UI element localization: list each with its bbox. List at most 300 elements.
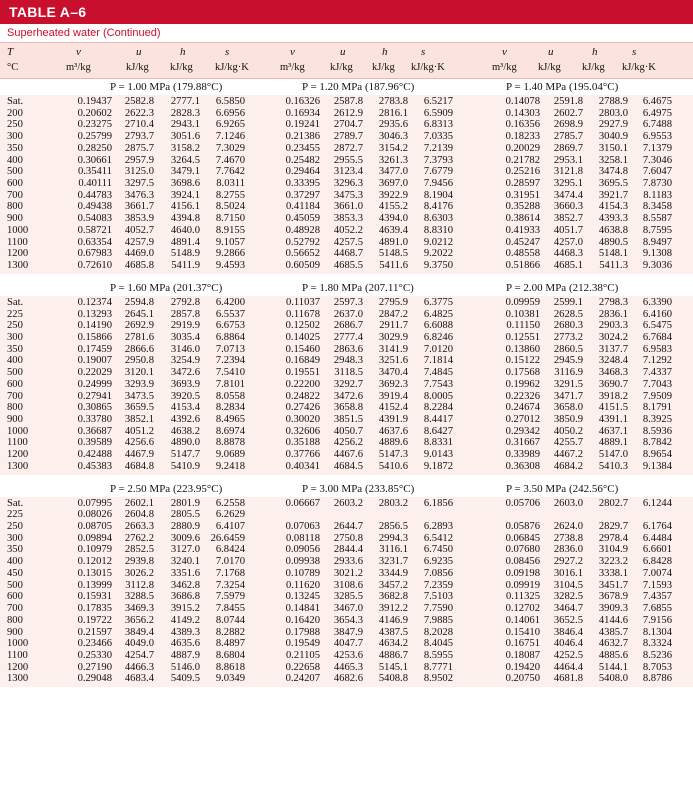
value-cell: 6.1764 — [642, 521, 672, 533]
header-symbol: u — [136, 46, 142, 58]
value-cell: 4637.6 — [378, 425, 408, 437]
value-cell: 3457.2 — [378, 579, 408, 591]
value-cell: 4467.9 — [124, 449, 154, 461]
value-cell: 3658.0 — [553, 402, 583, 414]
value-cell: 0.15931 — [77, 591, 112, 603]
pressure-block — [0, 282, 693, 477]
value-cell: 5147.0 — [598, 449, 628, 461]
value-cell: 2852.5 — [124, 544, 154, 556]
value-cell: 3909.3 — [598, 603, 628, 615]
value-cell: 3470.4 — [378, 367, 408, 379]
header-symbol: T — [7, 46, 14, 58]
table-row — [0, 96, 693, 108]
value-cell: 6.5850 — [215, 96, 245, 107]
value-cell: 5146.0 — [170, 661, 200, 673]
value-cell: 4149.2 — [170, 614, 200, 626]
value-cell: 2785.7 — [553, 131, 583, 143]
value-cell: 3474.8 — [598, 166, 628, 178]
pressure-heading: P = 1.60 MPa (201.37°C) — [110, 281, 223, 294]
value-cell: 0.51866 — [505, 260, 540, 272]
value-cell: 8.4176 — [423, 201, 453, 213]
value-cell: 9.0349 — [215, 673, 245, 685]
value-cell: 4050.7 — [333, 425, 363, 437]
value-cell: 5410.3 — [598, 460, 628, 472]
value-cell: 0.14190 — [77, 320, 112, 332]
value-cell: 3475.3 — [333, 189, 363, 201]
value-cell: 4253.6 — [333, 649, 363, 661]
value-cell: 0.24207 — [285, 673, 320, 685]
pressure-heading: P = 1.80 MPa (207.11°C) — [302, 281, 414, 294]
value-cell: 3297.5 — [124, 178, 154, 190]
value-cell: 5148.9 — [170, 248, 200, 260]
value-cell: 8.8618 — [215, 661, 245, 673]
value-cell: 3695.5 — [598, 178, 628, 190]
value-cell: 5408.8 — [378, 673, 408, 685]
table-row — [0, 225, 693, 237]
value-cell: 2816.1 — [378, 107, 408, 119]
value-cell: 0.40341 — [285, 460, 320, 472]
value-cell: 7.5103 — [423, 591, 453, 603]
temperature-cell: 225 — [7, 308, 23, 320]
value-cell: 7.1593 — [642, 579, 672, 591]
temperature-cell: 900 — [7, 213, 23, 225]
value-cell: 8.1791 — [642, 402, 672, 414]
value-cell: 2957.9 — [124, 154, 154, 166]
value-cell: 2880.9 — [170, 521, 200, 533]
value-cell: 6.5412 — [423, 532, 453, 544]
value-cell: 8.4965 — [215, 413, 245, 425]
value-cell: 4154.3 — [598, 201, 628, 213]
temperature-cell: 800 — [7, 201, 23, 213]
value-cell: 2978.4 — [598, 532, 628, 544]
value-cell: 0.72610 — [77, 260, 112, 272]
value-cell: 2869.7 — [553, 142, 583, 154]
value-cell: 4467.2 — [553, 449, 583, 461]
value-cell: 4146.9 — [378, 614, 408, 626]
value-cell: 0.23466 — [77, 638, 112, 650]
value-cell: 2788.9 — [598, 96, 628, 107]
value-cell: 0.22029 — [77, 367, 112, 379]
table-row — [0, 237, 693, 249]
table-row — [0, 178, 693, 190]
value-cell: 3261.3 — [378, 154, 408, 166]
value-cell: 0.15866 — [77, 331, 112, 343]
value-cell: 0.31951 — [505, 189, 540, 201]
table-row — [0, 615, 693, 627]
value-cell: 3150.1 — [598, 142, 628, 154]
value-cell: 0.27941 — [77, 390, 112, 402]
value-cell: 7.9456 — [423, 178, 453, 190]
value-cell: 0.45383 — [77, 460, 112, 472]
pressure-heading: P = 1.40 MPa (195.04°C) — [506, 81, 619, 93]
value-cell: 6.7450 — [423, 544, 453, 556]
value-cell: 2597.3 — [333, 296, 363, 308]
value-cell: 4685.5 — [333, 260, 363, 272]
value-cell: 3690.7 — [598, 378, 628, 390]
value-cell: 0.14841 — [285, 603, 320, 615]
temperature-cell: 900 — [7, 413, 23, 425]
value-cell: 2802.7 — [598, 497, 628, 509]
temperature-cell: 300 — [7, 331, 23, 343]
value-cell: 0.20029 — [505, 142, 540, 154]
value-cell: 9.2418 — [215, 460, 245, 472]
value-cell: 2783.8 — [378, 96, 408, 107]
value-cell: 4257.0 — [553, 236, 583, 248]
value-cell: 4466.3 — [124, 661, 154, 673]
value-cell: 9.1308 — [642, 248, 672, 260]
value-cell: 3035.4 — [170, 331, 200, 343]
temperature-cell: 500 — [7, 579, 23, 591]
value-cell: 3296.3 — [333, 178, 363, 190]
value-cell: 3016.1 — [553, 567, 583, 579]
table-row — [0, 638, 693, 650]
value-cell: 4684.2 — [553, 460, 583, 472]
header-unit: kJ/kg·K — [215, 62, 249, 73]
value-cell: 5411.3 — [599, 260, 628, 272]
value-cell: 7.1292 — [642, 355, 672, 367]
value-cell: 3240.1 — [170, 556, 200, 568]
value-cell: 6.2893 — [423, 521, 453, 533]
value-cell: 0.08456 — [505, 556, 540, 568]
value-cell: 2777.1 — [170, 96, 200, 107]
value-cell: 2857.8 — [170, 308, 200, 320]
header-symbol: h — [180, 46, 186, 58]
value-cell: 7.9885 — [423, 614, 453, 626]
value-cell: 4640.0 — [170, 224, 200, 236]
value-cell: 2762.2 — [124, 532, 154, 544]
value-cell: 2994.3 — [378, 532, 408, 544]
table-row — [0, 391, 693, 403]
value-cell: 0.28250 — [77, 142, 112, 154]
value-cell: 2795.9 — [378, 296, 408, 308]
value-cell: 0.18087 — [505, 649, 540, 661]
value-cell: 8.2284 — [423, 402, 453, 414]
value-cell: 0.19549 — [285, 638, 320, 650]
value-cell: 0.19962 — [505, 378, 540, 390]
value-cell: 7.1814 — [423, 355, 453, 367]
value-cell: 4051.2 — [124, 425, 154, 437]
value-cell: 0.23455 — [285, 142, 320, 154]
header-unit: kJ/kg — [170, 62, 193, 73]
value-cell: 4049.0 — [124, 638, 154, 650]
value-cell: 3251.6 — [378, 355, 408, 367]
value-cell: 4252.5 — [553, 649, 583, 661]
temperature-cell: 1300 — [7, 673, 29, 685]
value-cell: 2698.9 — [553, 119, 583, 131]
value-cell: 0.15122 — [505, 355, 540, 367]
value-cell: 6.4107 — [215, 521, 245, 533]
value-cell: 9.1872 — [423, 460, 453, 472]
value-cell: 2602.7 — [553, 107, 583, 119]
temperature-cell: Sat. — [7, 296, 24, 308]
value-cell: 0.45247 — [505, 236, 540, 248]
value-cell: 2599.1 — [553, 296, 583, 308]
value-cell: 0.52792 — [285, 236, 320, 248]
value-cell: 0.05876 — [505, 521, 540, 533]
value-cell: 3121.8 — [553, 166, 583, 178]
value-cell: 5411.6 — [379, 260, 408, 272]
value-cell: 6.9553 — [642, 131, 672, 143]
value-cell: 5411.9 — [171, 260, 200, 272]
value-cell: 2803.2 — [378, 497, 408, 509]
value-cell: 3697.0 — [378, 178, 408, 190]
value-cell: 0.16356 — [505, 119, 540, 131]
value-cell: 0.48928 — [285, 224, 320, 236]
value-cell: 8.7842 — [642, 437, 672, 449]
table-title: TABLE A–6 — [0, 0, 693, 24]
value-cell: 0.07063 — [285, 521, 320, 533]
value-cell: 4155.2 — [378, 201, 408, 213]
value-cell: 7.0335 — [423, 131, 453, 143]
value-cell: 2587.8 — [333, 96, 363, 107]
value-cell: 0.21782 — [505, 154, 540, 166]
value-cell: 0.29342 — [505, 425, 540, 437]
value-cell: 6.5537 — [215, 308, 245, 320]
value-cell: 6.8246 — [423, 331, 453, 343]
value-cell: 4052.2 — [333, 224, 363, 236]
table-row — [0, 297, 693, 309]
value-cell: 3338.1 — [598, 567, 628, 579]
value-cell: 2704.7 — [333, 119, 363, 131]
value-cell: 3698.6 — [170, 178, 200, 190]
value-cell: 4469.0 — [124, 248, 154, 260]
value-cell: 0.30865 — [77, 402, 112, 414]
value-cell: 4255.7 — [553, 437, 583, 449]
header-unit: m³/kg — [66, 62, 91, 73]
value-cell: 0.33989 — [505, 449, 540, 461]
value-cell: 6.3775 — [423, 296, 453, 308]
temperature-cell: Sat. — [7, 96, 24, 107]
value-cell: 8.2755 — [215, 189, 245, 201]
value-cell: 6.1244 — [642, 497, 672, 509]
value-cell: 4144.6 — [598, 614, 628, 626]
value-cell: 0.17459 — [77, 343, 112, 355]
value-cell: 0.10979 — [77, 544, 112, 556]
value-cell: 3693.9 — [170, 378, 200, 390]
value-cell: 2628.5 — [553, 308, 583, 320]
value-cell: 4046.4 — [553, 638, 583, 650]
value-cell: 2953.1 — [553, 154, 583, 166]
value-cell: 2789.7 — [333, 131, 363, 143]
value-cell: 4394.0 — [378, 213, 408, 225]
value-cell: 0.12702 — [505, 603, 540, 615]
value-cell: 7.3793 — [423, 154, 453, 166]
value-cell: 3451.7 — [598, 579, 628, 591]
value-cell: 8.3324 — [642, 638, 672, 650]
value-cell: 3853.9 — [124, 213, 154, 225]
value-cell: 0.16934 — [285, 107, 320, 119]
value-cell: 0.30661 — [77, 154, 112, 166]
table-row — [0, 591, 693, 603]
value-cell: 0.13293 — [77, 308, 112, 320]
table-row — [0, 662, 693, 674]
table-row — [0, 108, 693, 120]
value-cell: 3292.7 — [333, 378, 363, 390]
value-cell: 4639.4 — [378, 224, 408, 236]
pressure-block — [0, 81, 693, 276]
value-cell: 4152.4 — [378, 402, 408, 414]
value-cell: 0.36308 — [505, 460, 540, 472]
value-cell: 0.33395 — [285, 178, 320, 190]
value-cell: 4638.8 — [598, 224, 628, 236]
value-cell: 5145.1 — [378, 661, 408, 673]
value-cell: 3474.4 — [553, 189, 583, 201]
value-cell: 3248.4 — [598, 355, 628, 367]
value-cell: 4635.6 — [170, 638, 200, 650]
value-cell: 2950.8 — [124, 355, 154, 367]
value-cell: 7.6855 — [642, 603, 672, 615]
value-cell: 3026.2 — [124, 567, 154, 579]
value-cell: 2594.8 — [124, 296, 154, 308]
value-cell: 0.67983 — [77, 248, 112, 260]
value-cell: 6.3390 — [642, 296, 672, 308]
table-row — [0, 355, 693, 367]
value-cell: 8.1183 — [643, 189, 672, 201]
table-row — [0, 544, 693, 556]
value-cell: 0.21105 — [285, 649, 320, 661]
value-cell: 8.6303 — [423, 213, 453, 225]
value-cell: 0.17835 — [77, 603, 112, 615]
value-cell: 3154.2 — [378, 142, 408, 154]
value-cell: 8.1904 — [423, 189, 453, 201]
value-cell: 8.2028 — [423, 626, 453, 638]
value-cell: 7.7590 — [423, 603, 453, 615]
value-cell: 2847.2 — [378, 308, 408, 320]
value-cell: 3469.3 — [124, 603, 154, 615]
table-row — [0, 449, 693, 461]
value-cell: 4052.7 — [124, 224, 154, 236]
value-cell: 3223.2 — [598, 556, 628, 568]
value-cell: 4887.9 — [170, 649, 200, 661]
value-cell: 6.7488 — [642, 119, 672, 131]
value-cell: 3125.0 — [124, 166, 154, 178]
table-row — [0, 155, 693, 167]
value-cell: 3351.6 — [170, 567, 200, 579]
value-cell: 2943.1 — [170, 119, 200, 131]
value-cell: 8.9654 — [642, 449, 672, 461]
value-cell: 4153.4 — [170, 402, 200, 414]
value-cell: 0.13245 — [285, 591, 320, 603]
value-cell: 0.14025 — [285, 331, 320, 343]
value-cell: 0.05706 — [505, 497, 540, 509]
value-cell: 7.9509 — [642, 390, 672, 402]
value-cell: 3686.8 — [170, 591, 200, 603]
value-cell: 3692.3 — [378, 378, 408, 390]
value-cell: 3849.4 — [124, 626, 154, 638]
value-cell: 3921.7 — [598, 189, 628, 201]
value-cell: 3660.3 — [553, 201, 583, 213]
header-symbol: s — [421, 46, 426, 58]
temperature-cell: 400 — [7, 556, 23, 568]
value-cell: 3652.5 — [553, 614, 583, 626]
value-cell: 3659.5 — [124, 402, 154, 414]
value-cell: 0.16751 — [505, 638, 540, 650]
header-unit: m³/kg — [280, 62, 305, 73]
value-cell: 3464.7 — [553, 603, 583, 615]
value-cell: 4890.5 — [598, 236, 628, 248]
value-cell: 0.12374 — [77, 296, 112, 308]
value-cell: 9.2022 — [423, 248, 453, 260]
value-cell: 7.0170 — [215, 556, 245, 568]
value-cell: 0.27190 — [77, 661, 112, 673]
value-cell: 7.2394 — [215, 355, 245, 367]
value-cell: 4151.5 — [598, 402, 628, 414]
value-cell: 0.22658 — [285, 661, 320, 673]
value-cell: 3851.5 — [333, 413, 363, 425]
value-cell: 26.6459 — [210, 532, 245, 544]
table-row — [0, 213, 693, 225]
value-cell: 4385.7 — [598, 626, 628, 638]
value-cell: 3471.7 — [553, 390, 583, 402]
value-cell: 2836.1 — [598, 308, 628, 320]
value-cell: 2801.9 — [170, 497, 200, 509]
value-cell: 3293.9 — [124, 378, 154, 390]
table-row — [0, 143, 693, 155]
value-cell: 4889.1 — [598, 437, 628, 449]
value-cell: 0.24999 — [77, 378, 112, 390]
value-cell: 3658.8 — [333, 402, 363, 414]
value-cell: 0.21386 — [285, 131, 320, 143]
temperature-cell: 300 — [7, 532, 23, 544]
temperature-cell: 400 — [7, 355, 23, 367]
header-unit: kJ/kg — [330, 62, 353, 73]
value-cell: 0.48558 — [505, 248, 540, 260]
value-cell: 0.10789 — [285, 567, 320, 579]
value-cell: 2663.3 — [124, 521, 154, 533]
value-cell: 2803.0 — [598, 107, 628, 119]
value-cell: 7.5979 — [215, 591, 245, 603]
value-cell: 3282.5 — [553, 591, 583, 603]
value-cell: 3118.5 — [334, 367, 363, 379]
table-row — [0, 248, 693, 260]
value-cell: 7.6047 — [642, 166, 672, 178]
value-cell: 4256.2 — [333, 437, 363, 449]
value-cell: 0.54083 — [77, 213, 112, 225]
temperature-cell: 1200 — [7, 661, 29, 673]
value-cell: 8.2834 — [215, 402, 245, 414]
value-cell: 2738.8 — [553, 532, 583, 544]
value-cell: 0.11678 — [285, 308, 320, 320]
value-cell: 9.0143 — [423, 449, 453, 461]
value-cell: 3661.7 — [124, 201, 154, 213]
value-cell: 5410.9 — [170, 460, 200, 472]
temperature-cell: Sat. — [7, 497, 24, 509]
value-cell: 3476.3 — [124, 189, 154, 201]
temperature-cell: 1300 — [7, 460, 29, 472]
value-cell: 7.8730 — [642, 178, 672, 190]
temperature-cell: 700 — [7, 189, 23, 201]
value-cell: 9.3036 — [642, 260, 672, 272]
value-cell: 8.5024 — [215, 201, 245, 213]
value-cell: 9.3750 — [423, 260, 453, 272]
value-cell: 3146.0 — [170, 343, 200, 355]
temperature-cell: 225 — [7, 509, 23, 521]
value-cell: 0.25216 — [505, 166, 540, 178]
value-cell: 7.2359 — [423, 579, 453, 591]
value-cell: 2856.5 — [378, 521, 408, 533]
value-cell: 4682.6 — [333, 673, 363, 685]
value-cell: 6.8313 — [423, 119, 453, 131]
header-symbol: v — [76, 46, 81, 58]
value-cell: 6.5475 — [642, 320, 672, 332]
value-cell: 2860.5 — [553, 343, 583, 355]
value-cell: 8.4045 — [423, 638, 453, 650]
value-cell: 3915.2 — [170, 603, 200, 615]
value-cell: 4156.1 — [170, 201, 200, 213]
value-cell: 2622.3 — [124, 107, 154, 119]
value-cell: 0.63354 — [77, 236, 112, 248]
value-cell: 3021.2 — [333, 567, 363, 579]
